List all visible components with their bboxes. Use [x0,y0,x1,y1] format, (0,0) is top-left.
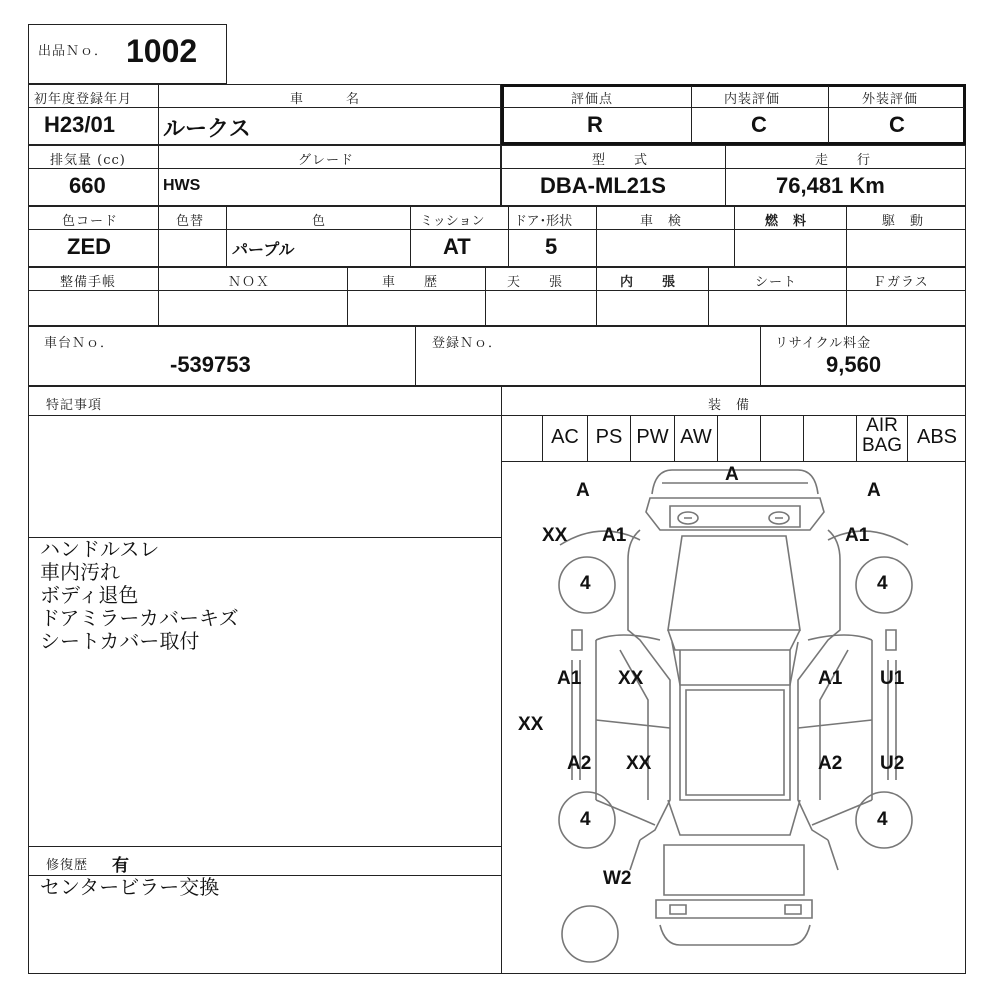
interior-trim-value-cell [596,290,709,326]
mark-front-right: A [867,480,881,501]
equipment-label: 装 備 [708,398,751,413]
history-value-cell [347,290,486,326]
ceiling-label: 天 張 [507,275,564,290]
lot-number-value: 1002 [126,33,198,69]
score-value: R [587,112,603,137]
fuel-label: 燃 料 [765,214,808,229]
grade-block-divider-v2 [828,86,829,143]
seat-label: シート [755,275,798,290]
model-label: 型 式 [592,153,649,168]
drive-value-cell [846,229,966,267]
model-value: DBA-ML21S [540,173,666,198]
name-value: ルークス [163,116,251,141]
mark-fender-left-a1: A1 [602,525,627,546]
recycle-value: 9,560 [826,352,882,377]
color-label: 色 [312,214,327,229]
equipment-ac: AC [551,426,579,448]
nox-label: ＮＯＸ [228,275,271,290]
equipment-slot-divider [717,415,718,461]
mark-tire-rear-left: 4 [580,809,591,830]
grade-value-cell [158,168,501,206]
mark-side-left-xx: XX [518,714,544,735]
mission-label: ミッション [420,214,485,229]
name-label: 車 名 [290,92,361,107]
drive-label: 駆 動 [882,214,925,229]
notes-label: 特記事項 [46,398,103,413]
chassis-value: -539753 [170,352,251,377]
mark-door-front-right-u1: U1 [880,668,905,689]
history-label: 車 歴 [382,275,439,290]
mark-door-rear-right-a2: A2 [818,753,843,774]
inspection-label: 車 検 [640,214,683,229]
mark-door-front-right-a1: A1 [818,668,843,689]
note-line-1: ハンドルスレ [40,537,160,561]
regno-label: 登録Ｎｏ． [432,336,503,351]
repaint-label: 色替 [176,214,205,229]
interior-grade-label: 内装評価 [724,92,781,107]
equipment-abs: ABS [916,426,958,448]
inspection-value-cell [596,229,735,267]
service-value-cell [28,290,159,326]
mark-rear-left-w2: W2 [603,868,632,889]
exterior-grade-value: C [889,112,905,137]
equipment-aw: AW [680,426,712,448]
mark-door-front-left-a1: A1 [557,668,582,689]
note-line-4: ドアミラーカバーキズ [40,606,239,630]
mark-door-rear-right-u2: U2 [880,753,905,774]
seat-value-cell [708,290,847,326]
grade-block-divider-v1 [691,86,692,143]
service-label: 整備手帳 [60,275,117,290]
mark-fender-right-a1: A1 [845,525,870,546]
equipment-slot-divider [760,415,761,461]
grade-value: HWS [163,177,201,194]
fuel-value-cell [734,229,847,267]
mark-door-front-left-xx: XX [618,668,644,689]
equipment-pw: PW [636,426,669,448]
mark-tire-rear-right: 4 [877,809,888,830]
ceiling-value-cell [485,290,597,326]
score-label: 評価点 [571,92,614,107]
note-line-3: ボディ退色 [40,583,139,607]
repair-divider-top [28,846,502,847]
color-value: パープル [232,242,295,259]
reg-label: 初年度登録年月 [34,92,133,107]
mileage-label: 走 行 [815,153,872,168]
note-line-2: 車内汚れ [40,560,120,584]
door-value: 5 [545,234,558,259]
disp-value: 660 [69,173,106,198]
recycle-label: リサイクル料金 [775,336,872,351]
chassis-label: 車台Ｎｏ． [44,336,115,351]
interior-grade-value: C [751,112,767,137]
color-code-value: ZED [67,234,111,259]
car-diagram [501,462,966,972]
repair-value: 有 [112,856,129,875]
door-label: ドア･形状 [514,214,573,229]
glass-value-cell [846,290,966,326]
mark-tire-front-left: 4 [580,573,591,594]
nox-value-cell [158,290,348,326]
equipment-slot-divider [803,415,804,461]
repair-detail: センタービラー交換 [40,875,220,899]
disp-label: 排気量 (cc) [50,153,126,168]
repaint-value-cell [158,229,227,267]
interior-trim-label: 内 張 [620,275,677,290]
mark-front-left: A [576,480,590,501]
notes-header-divider [28,415,502,416]
grade-label: グレード [298,153,355,168]
reg-value: H23/01 [44,112,115,137]
mark-door-rear-left-a2: A2 [567,753,592,774]
equipment-ps: PS [595,426,623,448]
lot-number-label: 出品Ｎｏ． [38,44,109,59]
equipment-airbag: AIR BAG [861,415,903,456]
repair-label: 修復歴 [46,858,89,873]
mark-tire-front-right: 4 [877,573,888,594]
color-code-label: 色コード [62,214,119,229]
mark-fender-left-xx: XX [542,525,568,546]
mark-door-rear-left-xx: XX [626,753,652,774]
grade-block-divider-h [503,107,964,108]
mission-value: AT [443,234,471,259]
note-line-5: シートカバー取付 [40,629,200,653]
exterior-grade-label: 外装評価 [862,92,919,107]
glass-label: Ｆガラス [873,275,929,290]
mileage-value: 76,481 Km [776,173,885,198]
mark-front: A [725,464,739,485]
